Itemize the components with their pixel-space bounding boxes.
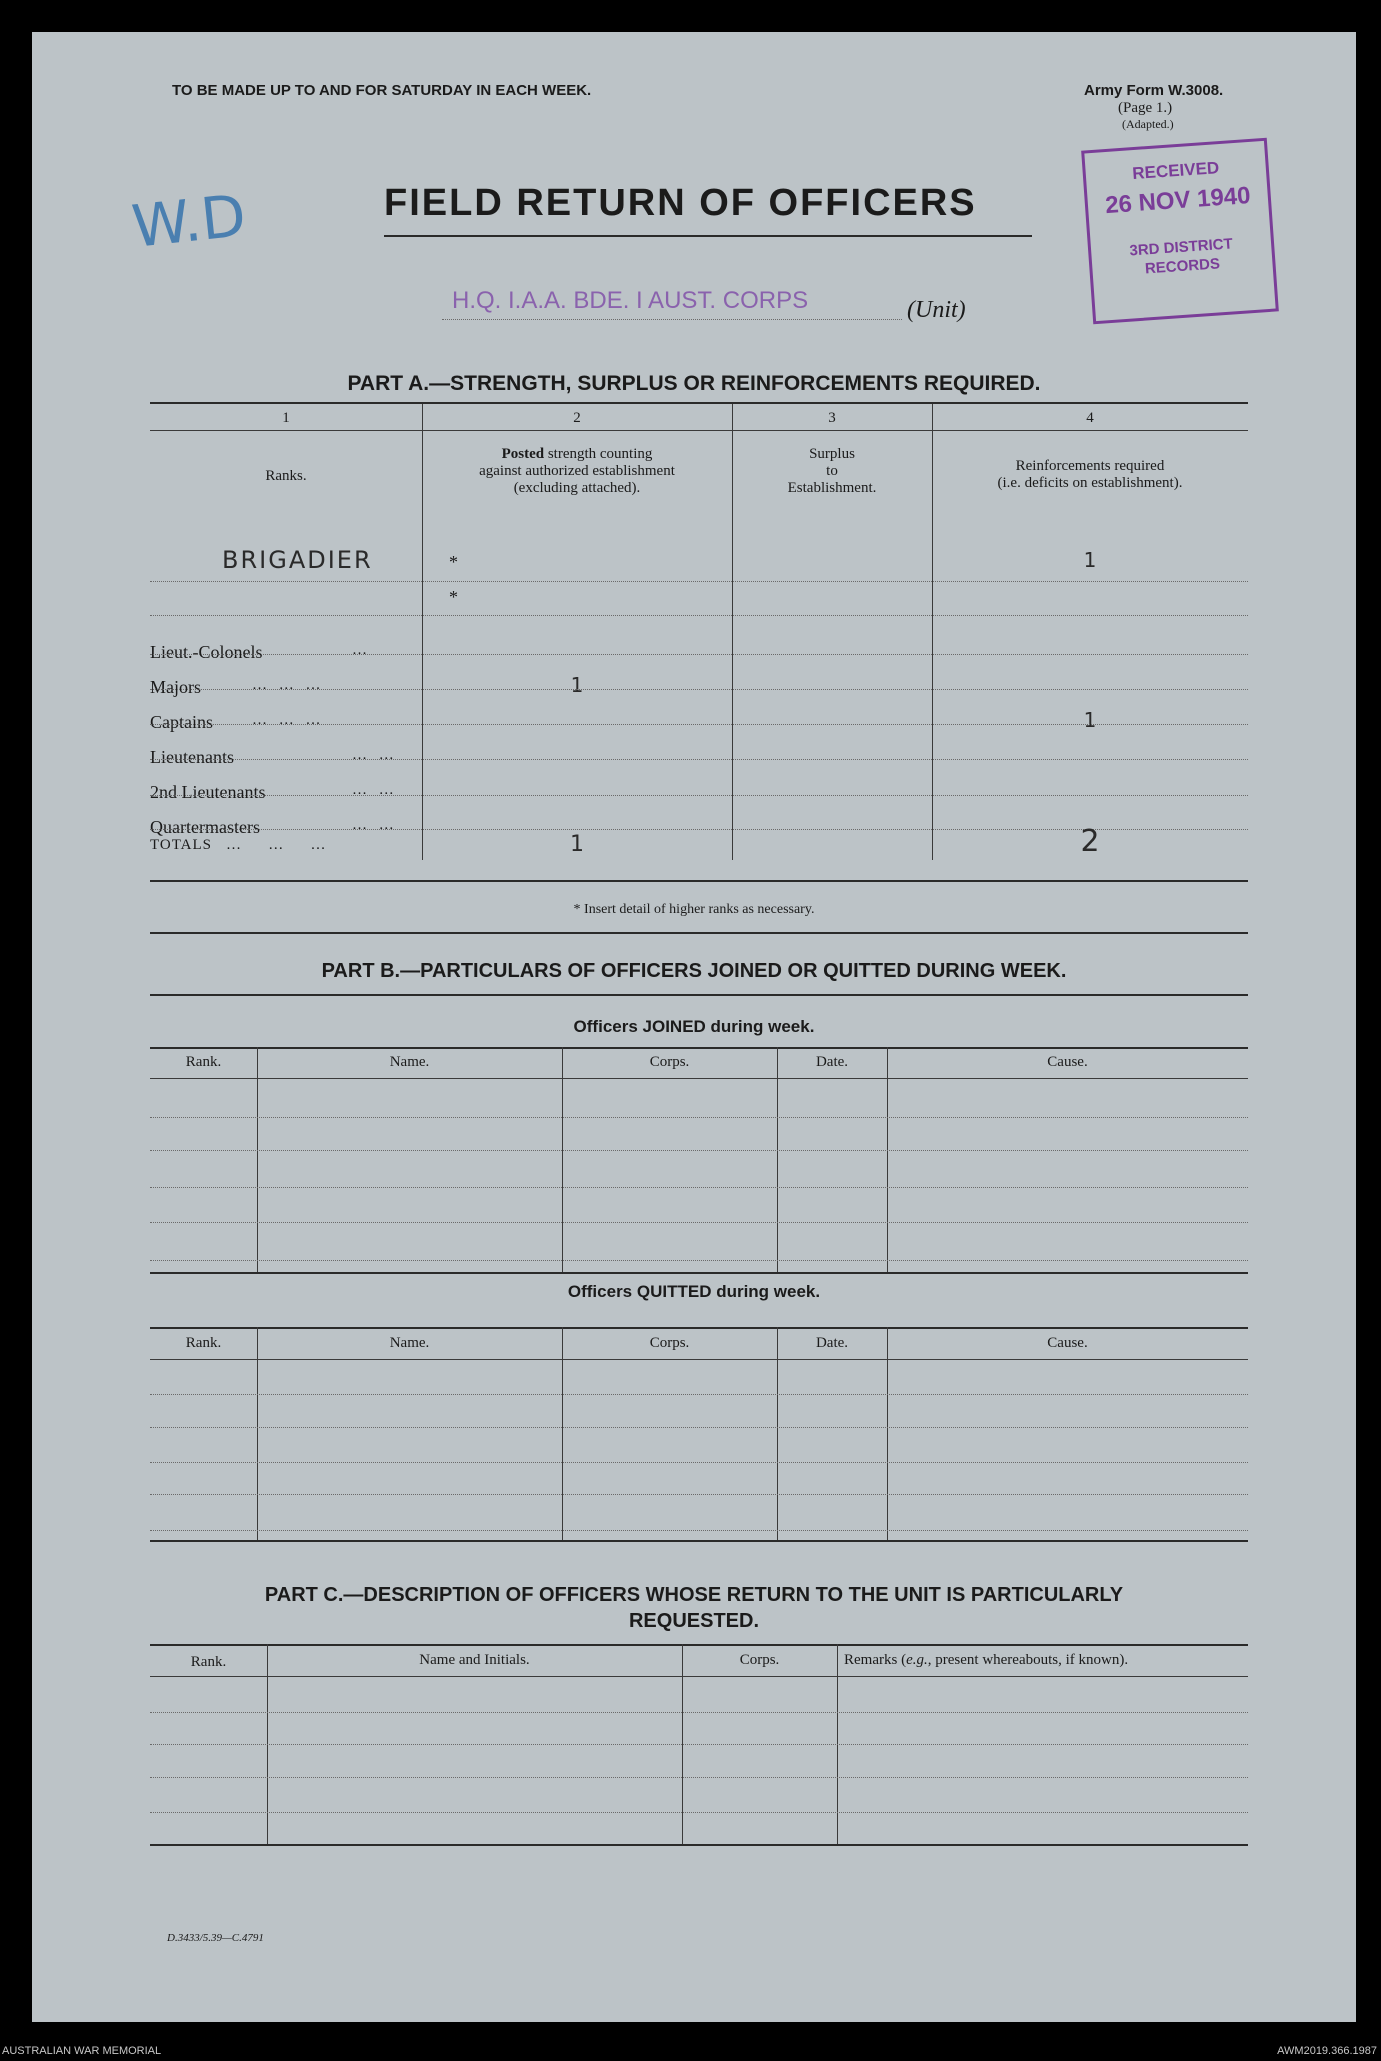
col-number-rule: [150, 430, 1248, 431]
reinf-text: (i.e. deficits on establishment).: [997, 475, 1183, 491]
leader-dots: … … …: [252, 712, 325, 728]
print-code: D.3433/5.39—C.4791: [167, 1932, 264, 1944]
totals-text: TOTALS: [150, 837, 213, 853]
title-underline: [384, 235, 1032, 237]
table-dotted-row: [150, 1117, 1248, 1118]
table-col-divider: [887, 1047, 888, 1272]
unit-dotted-line: [442, 319, 902, 320]
received-stamp: [1081, 138, 1279, 325]
stamp-received: RECEIVED: [1131, 158, 1220, 184]
footer-left: AUSTRALIAN WAR MEMORIAL: [2, 2045, 162, 2057]
part-c-name-header: Name and Initials.: [419, 1652, 530, 1668]
table-col-divider: [562, 1047, 563, 1272]
part-c-dotted-row: [150, 1744, 1248, 1745]
posted-cell: 1: [570, 673, 584, 697]
table-header-corps: Corps.: [649, 1054, 690, 1070]
table-dotted-row: [150, 1187, 1248, 1188]
rank-cell: Quartermasters: [150, 817, 260, 837]
table-header-rule: [150, 1359, 1248, 1360]
part-c-header-rule: [150, 1676, 1248, 1677]
leader-dots: … …: [352, 817, 398, 833]
part-a-bottom-rule: [150, 880, 1248, 882]
rank-cell: Captains: [150, 712, 213, 732]
table-top-rule: [150, 1327, 1248, 1329]
unit-value: H.Q. I.A.A. BDE. I AUST. CORPS: [452, 287, 809, 314]
table-header-date: Date.: [815, 1335, 849, 1351]
table-dotted-row: [150, 1427, 1248, 1428]
row-dotted-line: [150, 615, 1248, 616]
table-dotted-row: [150, 1150, 1248, 1151]
stamp-district: 3RD DISTRICT: [1129, 235, 1234, 260]
col-number: 3: [828, 410, 836, 426]
remarks-text: Remarks (: [844, 1652, 907, 1668]
part-c-remarks-header: [844, 1652, 1128, 1669]
part-b-top-rule: [150, 994, 1248, 996]
totals-label: [150, 837, 330, 854]
form-title: FIELD RETURN OF OFFICERS: [384, 182, 977, 224]
surplus-text: to: [826, 463, 838, 479]
reinforcements-header: [932, 458, 1248, 492]
row-dotted-line: [150, 581, 1248, 582]
part-c-title: [32, 1582, 1356, 1634]
table-col-divider: [257, 1047, 258, 1272]
col-number: 4: [1086, 410, 1094, 426]
rank-cell: BRIGADIER: [222, 546, 373, 574]
table-col-divider: [777, 1047, 778, 1272]
leader-dots: … … …: [252, 677, 325, 693]
part-c-title-line: PART C.—DESCRIPTION OF OFFICERS WHOSE RETURN TO THE UNIT IS PARTICULARLY: [264, 1584, 1124, 1606]
reinf-text: Reinforcements required: [1015, 458, 1165, 474]
reinf-cell: 1: [1083, 548, 1097, 572]
unit-label: (Unit): [907, 297, 966, 323]
table-dotted-row: [150, 1494, 1248, 1495]
posted-text: (excluding attached).: [513, 480, 641, 496]
part-a-footnote: * Insert detail of higher ranks as necessary.: [573, 902, 815, 917]
stamp-date: 26 NOV 1940: [1104, 182, 1252, 220]
rank-cell: Lieut.-Colonels: [150, 642, 263, 662]
form-sheet: [32, 32, 1356, 2022]
row-dotted-line: [150, 724, 1248, 725]
part-b-title: PART B.—PARTICULARS OF OFFICERS JOINED OR QUITTED DURING WEEK.: [321, 960, 1067, 982]
adapted-note: (Adapted.): [1122, 117, 1174, 131]
part-c-dotted-row: [150, 1712, 1248, 1713]
joined-title: Officers JOINED during week.: [573, 1017, 815, 1036]
rank-star: *: [449, 552, 458, 572]
part-c-dotted-row: [150, 1812, 1248, 1813]
part-c-dotted-row: [150, 1777, 1248, 1778]
part-a-footnote-rule: [150, 932, 1248, 934]
part-c-bottom-rule: [150, 1844, 1248, 1846]
col-number: 1: [282, 410, 290, 426]
posted-header: [422, 446, 732, 497]
posted-bold: Posted: [501, 446, 545, 462]
ranks-header: Ranks.: [265, 468, 307, 484]
remarks-eg: e.g.: [906, 1652, 928, 1668]
table-dotted-row: [150, 1530, 1248, 1531]
part-c-rank-header: Rank.: [190, 1654, 227, 1670]
quitted-title: Officers QUITTED during week.: [567, 1282, 821, 1301]
col-number: 2: [573, 410, 581, 426]
row-dotted-line: [150, 795, 1248, 796]
table-bottom-rule: [150, 1540, 1248, 1542]
surplus-text: Surplus: [809, 446, 855, 462]
table-top-rule: [150, 1047, 1248, 1049]
form-number: Army Form W.3008.: [1084, 82, 1224, 99]
table-bottom-rule: [150, 1272, 1248, 1274]
table-header-cause: Cause.: [1047, 1054, 1088, 1070]
leader-dots: …: [352, 642, 371, 658]
page-number: (Page 1.): [1118, 100, 1173, 116]
leader-dots: … …: [352, 782, 398, 798]
part-c-title-line: REQUESTED.: [628, 1610, 760, 1632]
rank-star: *: [449, 587, 458, 607]
row-dotted-line: [150, 689, 1248, 690]
rank-cell: Majors: [150, 677, 201, 697]
handwritten-wd-mark: W.D: [128, 181, 250, 261]
table-dotted-row: [150, 1222, 1248, 1223]
table-header-rank: Rank.: [185, 1054, 222, 1070]
remarks-text: , present whereabouts, if known).: [927, 1652, 1129, 1668]
part-c-top-rule: [150, 1644, 1248, 1646]
instruction-text: TO BE MADE UP TO AND FOR SATURDAY IN EACH WEEK.: [172, 82, 592, 99]
totals-posted: 1: [570, 832, 584, 857]
footer-right: AWM2019.366.1987: [1277, 2045, 1377, 2057]
table-header-date: Date.: [815, 1054, 849, 1070]
table-header-name: Name.: [389, 1335, 430, 1351]
table-header-cause: Cause.: [1047, 1335, 1088, 1351]
rank-cell: 2nd Lieutenants: [150, 782, 266, 802]
leader-dots: … …: [352, 747, 398, 763]
totals-leader-dots: … … …: [226, 837, 330, 853]
part-c-corps-header: Corps.: [739, 1652, 780, 1668]
part-a-title: PART A.—STRENGTH, SURPLUS OR REINFORCEMENTS REQUIRED.: [347, 372, 1041, 395]
table-header-name: Name.: [389, 1054, 430, 1070]
row-dotted-line: [150, 759, 1248, 760]
posted-text: strength counting: [544, 446, 653, 462]
part-a-top-rule: [150, 402, 1248, 404]
stamp-records: RECORDS: [1144, 255, 1221, 278]
surplus-header: [732, 446, 932, 497]
surplus-text: Establishment.: [787, 480, 877, 496]
table-dotted-row: [150, 1260, 1248, 1261]
table-header-corps: Corps.: [649, 1335, 690, 1351]
table-dotted-row: [150, 1394, 1248, 1395]
row-dotted-line: [150, 654, 1248, 655]
table-header-rank: Rank.: [185, 1335, 222, 1351]
totals-reinforcements: 2: [1080, 824, 1100, 859]
reinf-cell: 1: [1083, 708, 1097, 732]
table-dotted-row: [150, 1462, 1248, 1463]
table-header-rule: [150, 1078, 1248, 1079]
rank-cell: Lieutenants: [150, 747, 234, 767]
posted-text: against authorized establishment: [479, 463, 675, 479]
